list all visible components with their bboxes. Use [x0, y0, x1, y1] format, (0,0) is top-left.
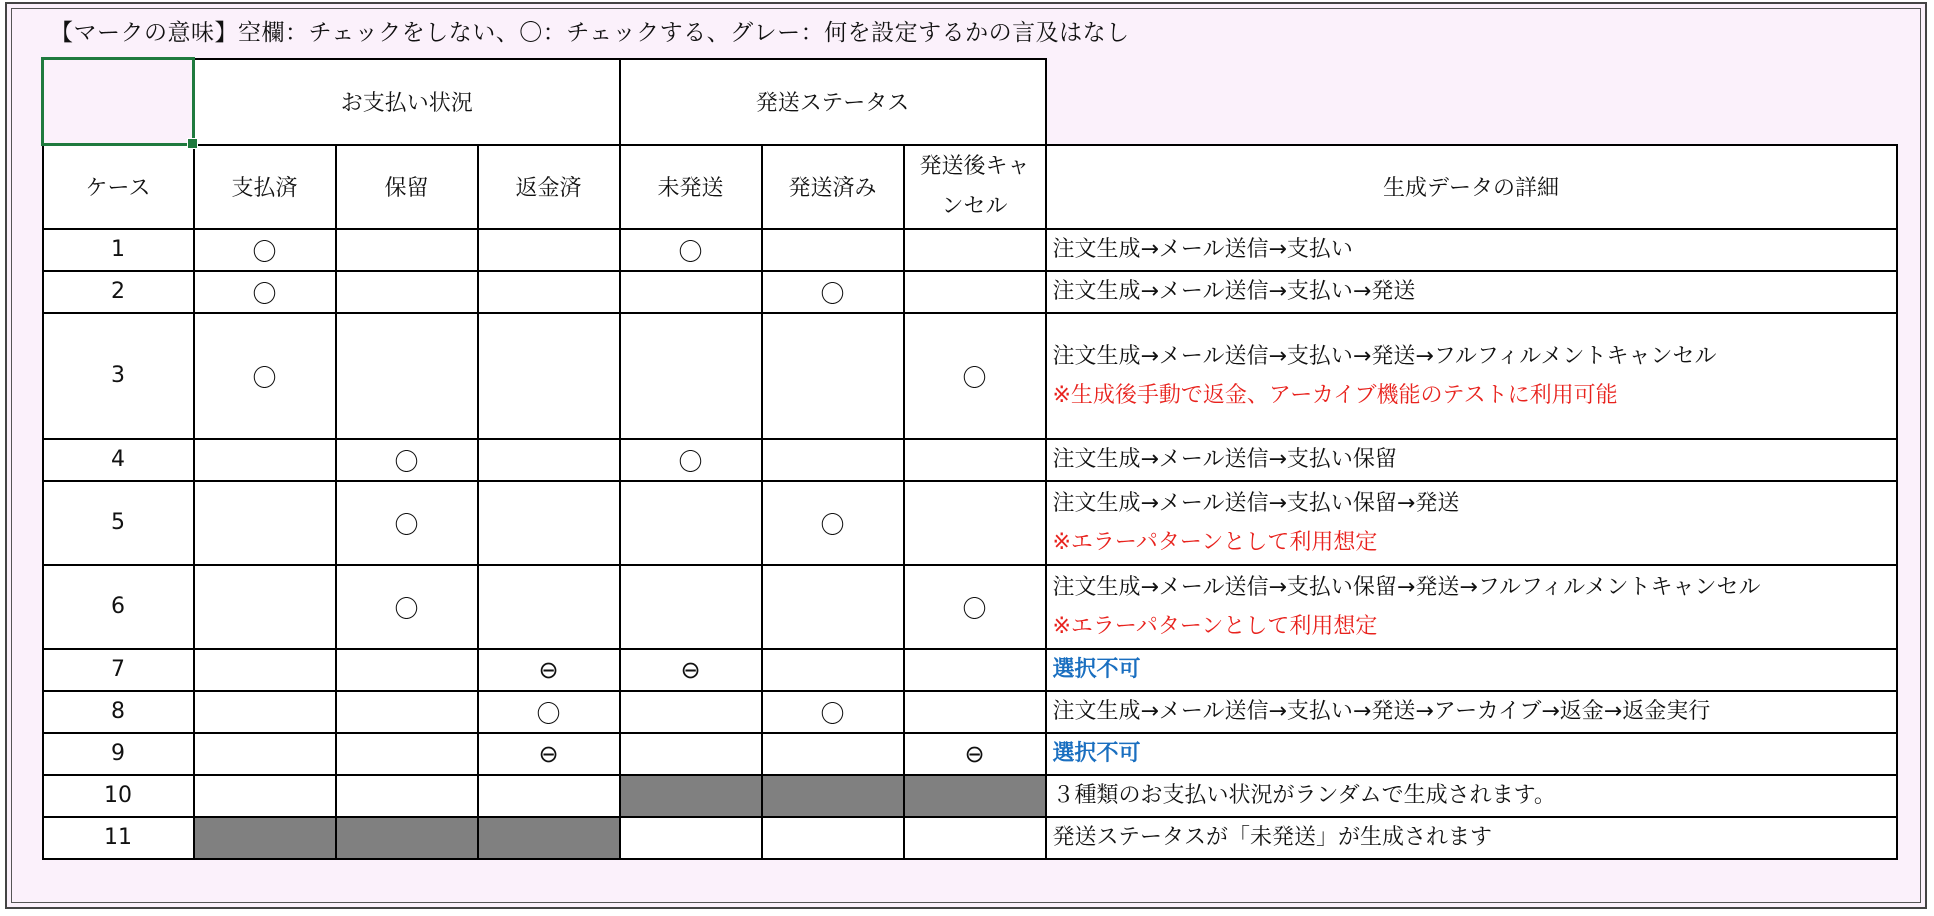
cancel-mark: 〇: [904, 313, 1046, 439]
paid-mark: [194, 733, 336, 775]
table-row: [43, 313, 1897, 439]
unshipped-mark: [620, 691, 762, 733]
hold-mark: 〇: [336, 481, 478, 565]
detail-cell: [1046, 565, 1897, 649]
cancel-mark: [904, 481, 1046, 565]
table-row: [43, 481, 1897, 565]
header-detail: 生成データの詳細: [1046, 145, 1897, 229]
detail-note: ※エラーパターンとして利用想定: [1052, 613, 1378, 639]
detail-text: 注文生成→メール送信→支払い→発送→アーカイブ→返金→返金実行: [1052, 699, 1711, 724]
hold-mark: [336, 649, 478, 691]
paid-mark: 〇: [194, 229, 336, 271]
cancel-mark: 〇: [904, 565, 1046, 649]
unshipped-mark: [620, 817, 762, 859]
header-case: ケース: [43, 145, 194, 229]
detail-text: 注文生成→メール送信→支払い→発送→フルフィルメントキャンセル: [1052, 343, 1717, 369]
shipped-mark: [762, 229, 904, 271]
cancel-mark: [904, 691, 1046, 733]
group-shipping-status: 発送ステータス: [620, 59, 1046, 145]
group-payment-status: お支払い状況: [194, 59, 620, 145]
unshipped-gray-cell: [620, 775, 762, 817]
paid-mark: [194, 649, 336, 691]
table-row: [43, 691, 1897, 733]
case-number: 4: [43, 439, 194, 481]
shipped-mark: [762, 817, 904, 859]
detail-text: 注文生成→メール送信→支払い保留→発送: [1052, 490, 1460, 516]
refunded-mark: [478, 775, 620, 817]
selected-cell[interactable]: [43, 59, 194, 145]
detail-text: ３種類のお支払い状況がランダムで生成されます。: [1052, 783, 1556, 808]
table-row: [43, 817, 1897, 859]
detail-text: 注文生成→メール送信→支払い→発送: [1052, 279, 1416, 304]
paid-mark: [194, 565, 336, 649]
fill-handle[interactable]: [187, 138, 198, 149]
unshipped-mark: [620, 733, 762, 775]
header-refunded: 返金済: [478, 145, 620, 229]
header-paid: 支払済: [194, 145, 336, 229]
hold-gray-cell: [336, 817, 478, 859]
case-number: 9: [43, 733, 194, 775]
refunded-mark: ⊖: [478, 733, 620, 775]
unshipped-mark: [620, 271, 762, 313]
detail-text: 注文生成→メール送信→支払い保留→発送→フルフィルメントキャンセル: [1052, 574, 1761, 600]
table-row: [43, 229, 1897, 271]
cancel-gray-cell: [904, 775, 1046, 817]
shipped-mark: [762, 733, 904, 775]
paid-mark: [194, 691, 336, 733]
refunded-mark: ⊖: [478, 649, 620, 691]
table-row: [43, 271, 1897, 313]
blank-cell: [1046, 59, 1897, 145]
detail-note: ※エラーパターンとして利用想定: [1052, 529, 1378, 555]
detail-cell: [1046, 271, 1897, 313]
case-number: 8: [43, 691, 194, 733]
hold-mark: 〇: [336, 439, 478, 481]
case-number: 6: [43, 565, 194, 649]
refunded-mark: [478, 565, 620, 649]
shipped-mark: [762, 649, 904, 691]
detail-cell: [1046, 439, 1897, 481]
cancel-mark: [904, 649, 1046, 691]
paid-gray-cell: [194, 817, 336, 859]
unshipped-mark: [620, 565, 762, 649]
header-hold: 保留: [336, 145, 478, 229]
case-number: 7: [43, 649, 194, 691]
case-number: 1: [43, 229, 194, 271]
table-row: [43, 565, 1897, 649]
unshipped-mark: [620, 481, 762, 565]
hold-mark: [336, 691, 478, 733]
detail-text: 選択不可: [1052, 657, 1141, 682]
unshipped-mark: [620, 313, 762, 439]
cancel-mark: [904, 439, 1046, 481]
group-header-row: [43, 59, 1897, 145]
hold-mark: [336, 775, 478, 817]
detail-cell: [1046, 691, 1897, 733]
hold-mark: 〇: [336, 565, 478, 649]
paid-mark: 〇: [194, 313, 336, 439]
refunded-mark: [478, 271, 620, 313]
case-number: 2: [43, 271, 194, 313]
paid-mark: 〇: [194, 271, 336, 313]
refunded-mark: 〇: [478, 691, 620, 733]
refunded-gray-cell: [478, 817, 620, 859]
unshipped-mark: 〇: [620, 439, 762, 481]
detail-cell: [1046, 649, 1897, 691]
table-row: [43, 775, 1897, 817]
shipped-mark: 〇: [762, 691, 904, 733]
detail-text: 選択不可: [1052, 741, 1141, 766]
shipped-gray-cell: [762, 775, 904, 817]
header-cancel-line1: 発送後キャ: [919, 153, 1030, 179]
paid-mark: [194, 439, 336, 481]
cancel-mark: [904, 229, 1046, 271]
cancel-mark: ⊖: [904, 733, 1046, 775]
detail-text: 発送ステータスが「未発送」が生成されます: [1052, 825, 1493, 850]
shipped-mark: [762, 313, 904, 439]
case-number: 11: [43, 817, 194, 859]
hold-mark: [336, 271, 478, 313]
refunded-mark: [478, 439, 620, 481]
case-number: 3: [43, 313, 194, 439]
detail-cell: [1046, 733, 1897, 775]
header-cancel-after-ship: [904, 145, 1046, 229]
detail-cell: [1046, 817, 1897, 859]
shipped-mark: 〇: [762, 481, 904, 565]
cancel-mark: [904, 271, 1046, 313]
cancel-mark: [904, 817, 1046, 859]
detail-cell: [1046, 313, 1897, 439]
detail-text: 注文生成→メール送信→支払い保留: [1052, 447, 1397, 472]
detail-cell: [1046, 481, 1897, 565]
header-cancel-line2: ンセル: [941, 193, 1008, 219]
detail-note: ※生成後手動で返金、アーカイブ機能のテストに利用可能: [1052, 382, 1618, 408]
hold-mark: [336, 313, 478, 439]
table-row: [43, 649, 1897, 691]
header-unshipped: 未発送: [620, 145, 762, 229]
paid-mark: [194, 481, 336, 565]
table-row: [43, 439, 1897, 481]
table-row: [43, 733, 1897, 775]
detail-text: 注文生成→メール送信→支払い: [1052, 237, 1353, 262]
header-shipped: 発送済み: [762, 145, 904, 229]
mark-legend: 【マークの意味】空欄：チェックをしない、〇：チェックする、グレー：何を設定するかの言及はなし: [50, 20, 1130, 46]
detail-cell: [1046, 775, 1897, 817]
refunded-mark: [478, 313, 620, 439]
case-number: 5: [43, 481, 194, 565]
unshipped-mark: 〇: [620, 229, 762, 271]
shipped-mark: [762, 565, 904, 649]
hold-mark: [336, 229, 478, 271]
test-case-table: [41, 57, 1898, 860]
refunded-mark: [478, 229, 620, 271]
shipped-mark: 〇: [762, 271, 904, 313]
case-number: 10: [43, 775, 194, 817]
refunded-mark: [478, 481, 620, 565]
detail-cell: [1046, 229, 1897, 271]
shipped-mark: [762, 439, 904, 481]
hold-mark: [336, 733, 478, 775]
paid-mark: [194, 775, 336, 817]
column-header-row: [43, 145, 1897, 229]
unshipped-mark: ⊖: [620, 649, 762, 691]
